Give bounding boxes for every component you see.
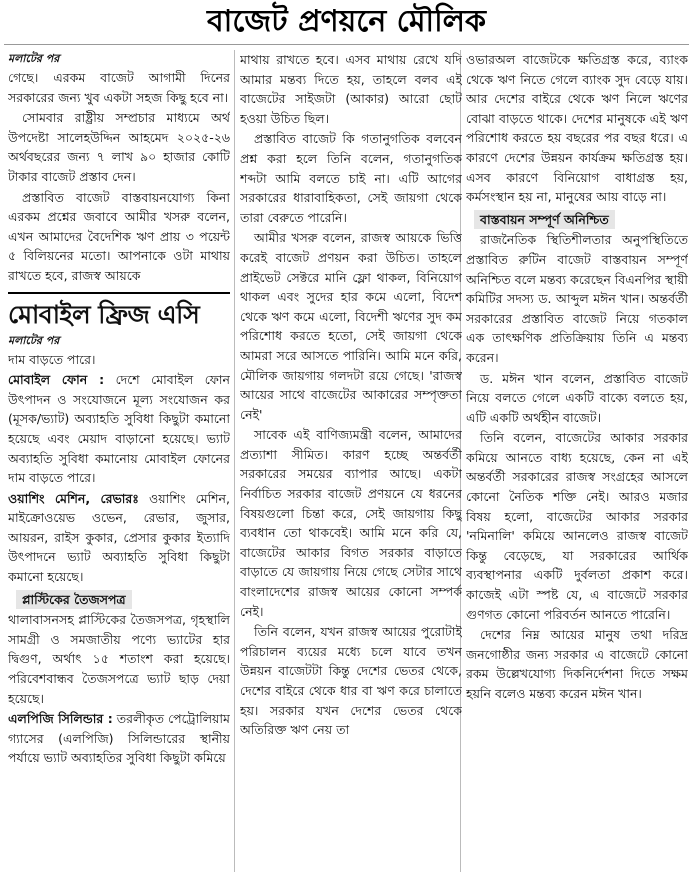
paragraph: সাবেক এই বাণিজ্যমন্ত্রী বলেন, আমাদের প্রত্যাশা সীমিত। কারণ হচ্ছে অন্তর্বর্তী সরকারের সময়ের ব্যাপার আছে। একটা নির্বাচিত সরকার বাজেট প্রণয়নে যে ধরনের বিষয়গুলো চিন্তা করে, সেই জায়গায় কিছু ব্যবধান তো থাকবেই। আমি মনে করি যে, বাজেটের আকার বিগত সরকার বাড়াতে বাড়াতে যে জায়গায় নিয়ে গেছে সেটার সাথে বাংলাদেশের রাজস্ব আয়ের কোনো সম্পর্ক নেই।	[240, 427, 462, 619]
subheading-inline: মোবাইল ফোন :	[8, 372, 105, 388]
subheading: প্লাস্টিকের তৈজসপত্র	[16, 590, 132, 610]
column-1	[8, 50, 230, 872]
column-divider	[234, 50, 235, 872]
paragraph-text: তরলীকৃত পেট্রোলিয়াম গ্যাসের (এলপিজি) সিলিন্ডারের স্থানীয় পর্যায়ে ভ্যাট অব্যাহতির সুবিধা কিছুটা কমিয়ে	[8, 711, 230, 766]
paragraph: রাজনৈতিক স্থিতিশীলতার অনুপস্থিতিতে প্রস্তাবিত রুটিন বাজেট বাস্তবায়ন সম্পূর্ণ অনিশ্চিত বলে মন্তব্য করেছেন বিএনপির স্থায়ী কমিটির সদস্য ড. আব্দুল মঈন খান। অন্তর্বর্তী সরকারের প্রস্তাবিত বাজেট নিয়ে গতকাল এক তাৎক্ষণিক প্রতিক্রিয়ায় তিনি এ মন্তব্য করেন।	[466, 232, 688, 365]
paragraph	[8, 370, 230, 488]
paragraph	[8, 489, 230, 587]
paragraph-text: দেশে মোবাইল ফোন উৎপাদন ও সংযোজনে মূল্য সংযোজন কর (মূসক/ভ্যাট) অব্যাহতি সুবিধা কিছুটা কমানো হয়েছে এবং মেয়াদ বাড়ানো হয়েছে। ভ্যাট অব্যাহতি সুবিধা কমানোয় মোবাইল ফোনের দাম বাড়তে পারে।	[8, 372, 230, 486]
paragraph: দাম বাড়তে পারে।	[8, 351, 96, 367]
paragraph: আমীর খসরু বলেন, রাজস্ব আয়কে ভিত্তি করেই বাজেট প্রণয়ন করা উচিত। তাহলে প্রাইভেট সেক্টরে মানি ফ্লো থাকল, বিনিয়োগ থাকল এবং সুদের হার কমে এলো, বিদেশ থেকে ঋণ কমে এলো, বিদেশী ঋণের সুদ কম পরিশোধ করতে হতো, সেই জায়গা থেকে আমরা সরে আসতে পারিনি। আমি মনে করি, মৌলিক জায়গায় গলদটা রয়ে গেছে। 'রাজস্ব আয়ের সাথে বাজেটের আকারের সম্পৃক্ততা নেই'	[240, 230, 462, 422]
paragraph: গেছে। এরকম বাজেট আগামী দিনের সরকারের জন্য খুব একটা সহজ কিছু হবে না।	[8, 70, 230, 105]
subheading-inline: ওয়াশিং মেশিন, রেভারঃ	[8, 490, 139, 506]
paragraph: তিনি বলেন, যখন রাজস্ব আয়ের পুরোটাই পরিচালন ব্যয়ের মধ্যে চলে যাবে তখন উন্নয়ন বাজেটটা কিন্তু দেশের ভেতর থেকে, দেশের বাইরে থেকে ধার বা ঋণ করে চালাতে হয়। সরকার যখন দেশের ভেতর থেকে অতিরিক্ত ঋণ নেয় তা	[240, 624, 462, 738]
headline: বাজেট প্রণয়নে মৌলিক	[206, 4, 487, 39]
paragraph: সোমবার রাষ্ট্রীয় সম্প্রচার মাধ্যমে অর্থ উপদেষ্টা সালেহউদ্দিন আহমেদ ২০২৫-২৬ অর্থবছরের জন্য ৭ লাখ ৯০ হাজার কোটি টাকার বাজেট প্রস্তাব দেন।	[8, 110, 230, 184]
paragraph-text: ওয়াশিং মেশিন, মাইক্রোওয়েভ ওভেন, রেভার, জুসার, আয়রন, রাইস কুকার, প্রেসার কুকার ইত্যাদি উৎপাদনে ভ্যাট অব্যাহতি সুবিধা কিছুটা কমানো হয়েছে।	[8, 490, 230, 585]
continued-label: মলাটের পর	[8, 52, 60, 65]
column-2	[240, 50, 462, 872]
column-3	[466, 50, 688, 872]
paragraph: থালাবাসনসহ প্লাস্টিকের তৈজসপত্র, গৃহস্থালি সামগ্রী ও সমজাতীয় পণ্যে ভ্যাটের হার দ্বিগুণ, অর্থাৎ ১৫ শতাংশ করা হয়েছে। পরিবেশবান্ধব তৈজসপত্রে ভ্যাট ছাড় দেয়া হয়েছে।	[8, 612, 230, 706]
paragraph	[8, 709, 230, 768]
paragraph: দেশের নিম্ন আয়ের মানুষ তথা দরিদ্র জনগোষ্ঠীর জন্য সরকার এ বাজেটে কোনো রকম উল্লেখযোগ্য দিকনির্দেশনা দিতে সক্ষম হয়নি বলেও মন্তব্য করেন মঈন খান।	[466, 627, 688, 701]
headline-divider	[4, 44, 689, 45]
paragraph: প্রস্তাবিত বাজেট বাস্তবায়নযোগ্য কিনা এরকম প্রশ্নের জবাবে আমীর খসরু বলেন, এখন আমাদের বৈদেশিক ঋণ প্রায় ৩ পয়েন্ট ৫ বিলিয়নের মতো। আপনাকে ওটা মাথায় রাখতে হবে, রাজস্ব আয়কে	[8, 189, 230, 283]
paragraph: তিনি বলেন, বাজেটের আকার সরকার কমিয়ে আনতে বাধ্য হয়েছে, কেন না এই অন্তর্বর্তী সরকারের রাজস্ব সংগ্রহের আসলে কোনো নৈতিক শক্তি নেই। আরও মজার বিষয় হলো, বাজেটের আকার সরকার 'নমিনালি' কমিয়ে আনলেও রাজস্ব বাজেট কিন্তু বেড়েছে, যা সরকারের আর্থিক ব্যবস্থাপনার একটি দুর্বলতা প্রকাশ করে। কাজেই এটা স্পষ্ট যে, এ বাজেটে সরকার গুণগত কোনো পরিবর্তন আনতে পারেনি।	[466, 430, 688, 622]
subheading-inline: এলপিজি সিলিন্ডার :	[8, 711, 113, 727]
paragraph: মাথায় রাখতে হবে। এসব মাথায় রেখে যদি আমার মন্তব্য দিতে হয়, তাহলে বলব এই বাজেটের সাইজটা (আকার) আরো ছোট হওয়া উচিত ছিল।	[240, 52, 462, 126]
paragraph: প্রস্তাবিত বাজেট কি গতানুগতিক বলবেন প্রশ্ন করা হলে তিনি বলেন, গতানুগতিক শব্দটা আমি বলতে চাই না। এটি আগের সরকারের ধারাবাহিকতা, সেই জায়গা থেকে তারা বেরুতে পারেনি।	[240, 131, 462, 225]
subheading: বাস্তবায়ন সম্পূর্ণ অনিশ্চিত	[474, 210, 615, 230]
paragraph: ওভারঅল বাজেটকে ক্ষতিগ্রস্ত করে, ব্যাংক থেকে ঋণ নিতে গেলে ব্যাংক সুদ বেড়ে যায়। আর দেশের বাইরে থেকে ঋণ নিলে ঋণের বোঝা বাড়তে থাকে। দেশের মানুষকে এই ঋণ পরিশোধ করতে হয় বছরের পর বছর ধরে। এ কারণে দেশের উন্নয়ন কার্যক্রম ক্ষতিগ্রস্ত হয়। এসব কারণে বিনিয়োগ বাধাগ্রস্ত হয়, কর্মসংস্থান হয় না, মানুষের আয় বাড়ে না।	[466, 52, 688, 205]
section-headline: মোবাইল ফ্রিজ এসি	[8, 292, 230, 332]
paragraph: ড. মঈন খান বলেন, প্রস্তাবিত বাজেট নিয়ে বলতে গেলে একটি বাক্যে বলতে হয়, এটি একটি অর্থহীন বাজেট।	[466, 370, 688, 425]
continued-label: মলাটের পর	[8, 333, 60, 347]
